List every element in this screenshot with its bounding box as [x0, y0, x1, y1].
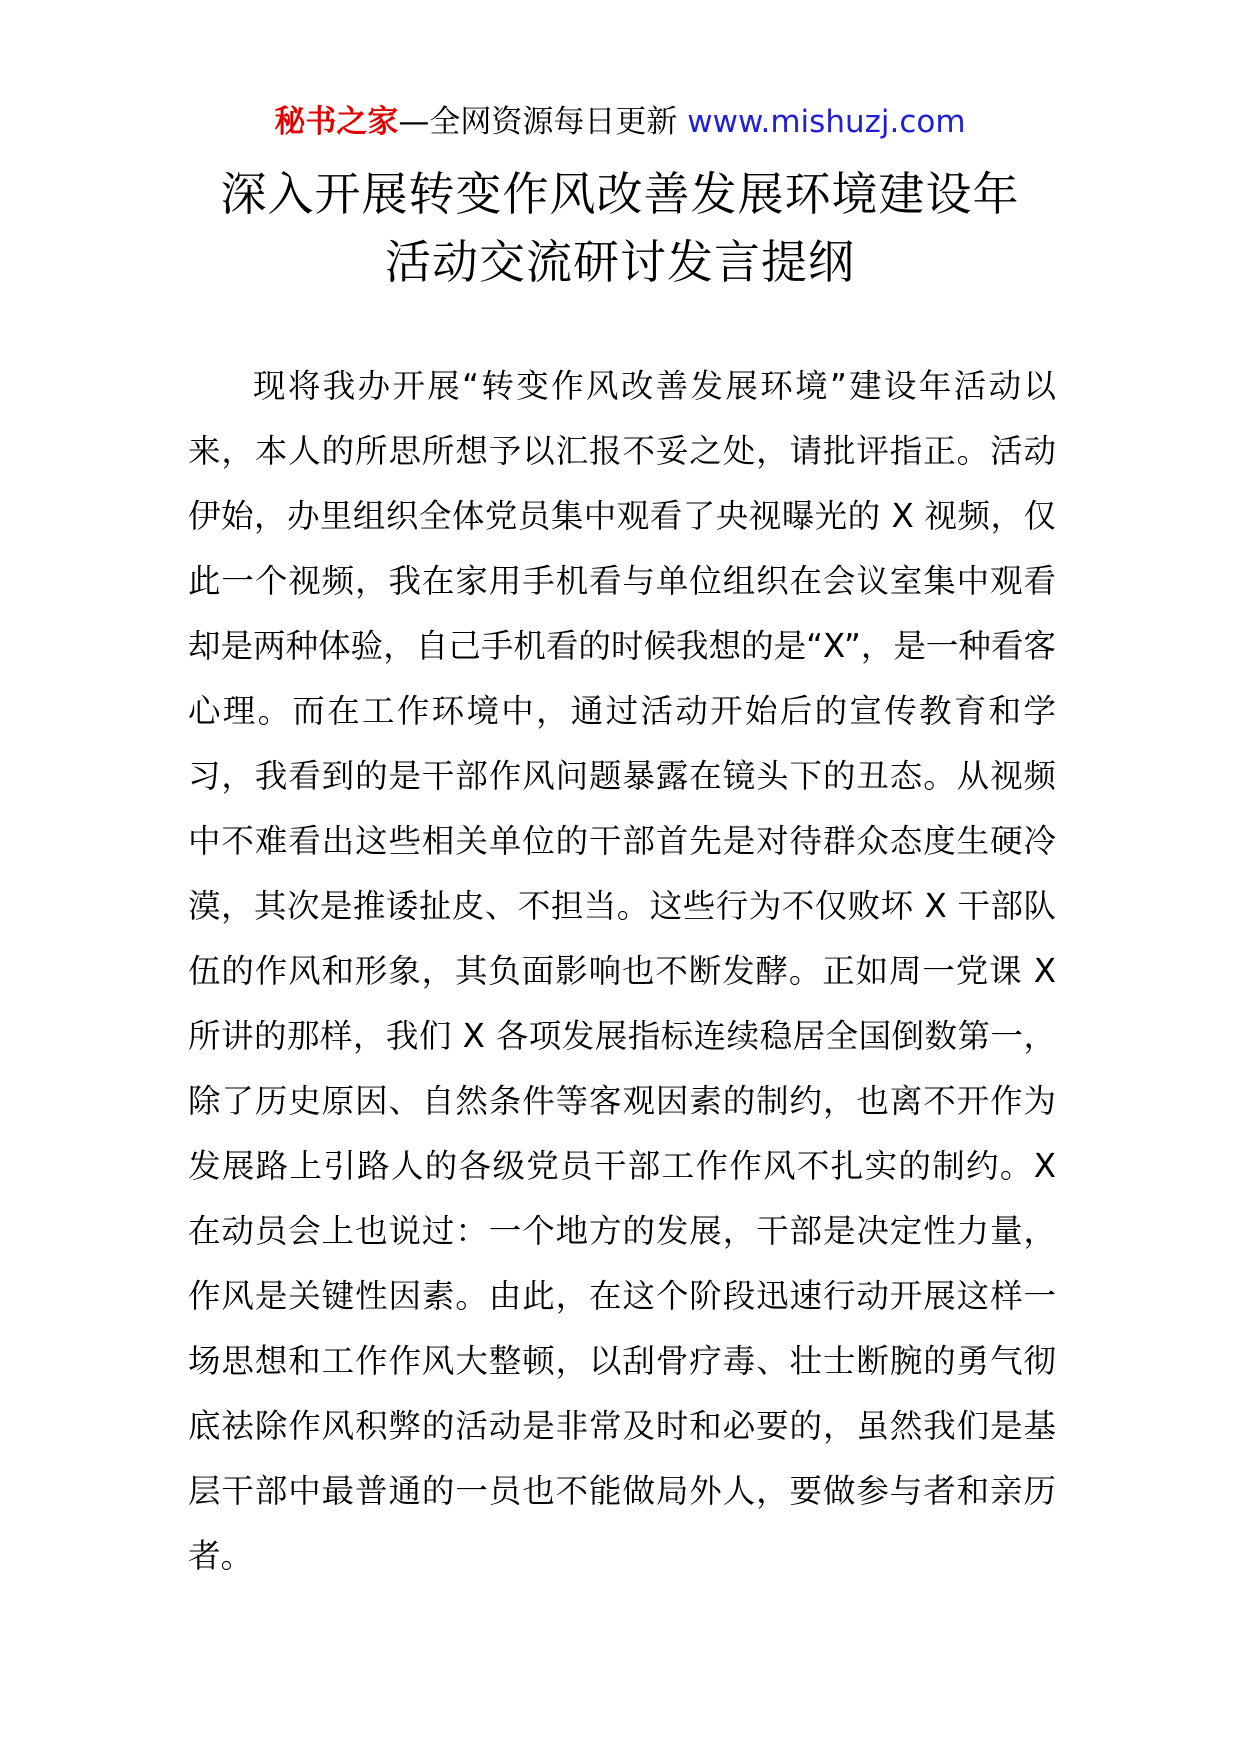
brand-name: 秘书之家 [274, 104, 399, 140]
title-line-2: 活动交流研讨发言提纲 [385, 235, 855, 289]
body-paragraph: 现将我办开展“转变作风改善发展环境”建设年活动以来，本人的所思所想予以汇报不妥之处，请批评指正。活动伊始，办里组织全体党员集中观看了央视曝光的 X 视频，仅此一个视频，我在家用手机看与单位组织在会议室集中观看却是两种体验，自己手机看的时候我想的是“X”，是一种看客心理。而在工作环境中，通过活动开始后的宣传教育和学习，我看到的是干部作风问题暴露在镜头下的丑态。从视频中不难看出这些相关单位的干部首先是对待群众态度生硬冷漠，其次是推诿扯皮、不担当。这些行为不仅败坏 X 干部队伍的作风和形象，其负面影响也不断发酵。正如周一党课 X 所讲的那样，我们 X 各项发展指标连续稳居全国倒数第一，除了历史原因、自然条件等客观因素的制约，也离不开作为发展路上引路人的各级党员干部工作作风不扎实的制约。X 在动员会上也说过：一个地方的发展，干部是决定性力量，作风是关键性因素。由此，在这个阶段迅速行动开展这样一场思想和工作作风大整顿，以刮骨疗毒、壮士断腕的勇气彻底祛除作风积弊的活动是非常及时和必要的，虽然我们是基层干部中最普通的一员也不能做局外人，要做参与者和亲历者。 [188, 367, 1056, 1575]
site-url: www.mishuzj.com [687, 104, 966, 140]
title-line-1: 深入开展转变作风改善发展环境建设年 [220, 167, 1020, 221]
site-header [0, 100, 1240, 144]
document-title [0, 160, 1240, 296]
header-tagline: —全网资源每日更新 [398, 104, 678, 140]
